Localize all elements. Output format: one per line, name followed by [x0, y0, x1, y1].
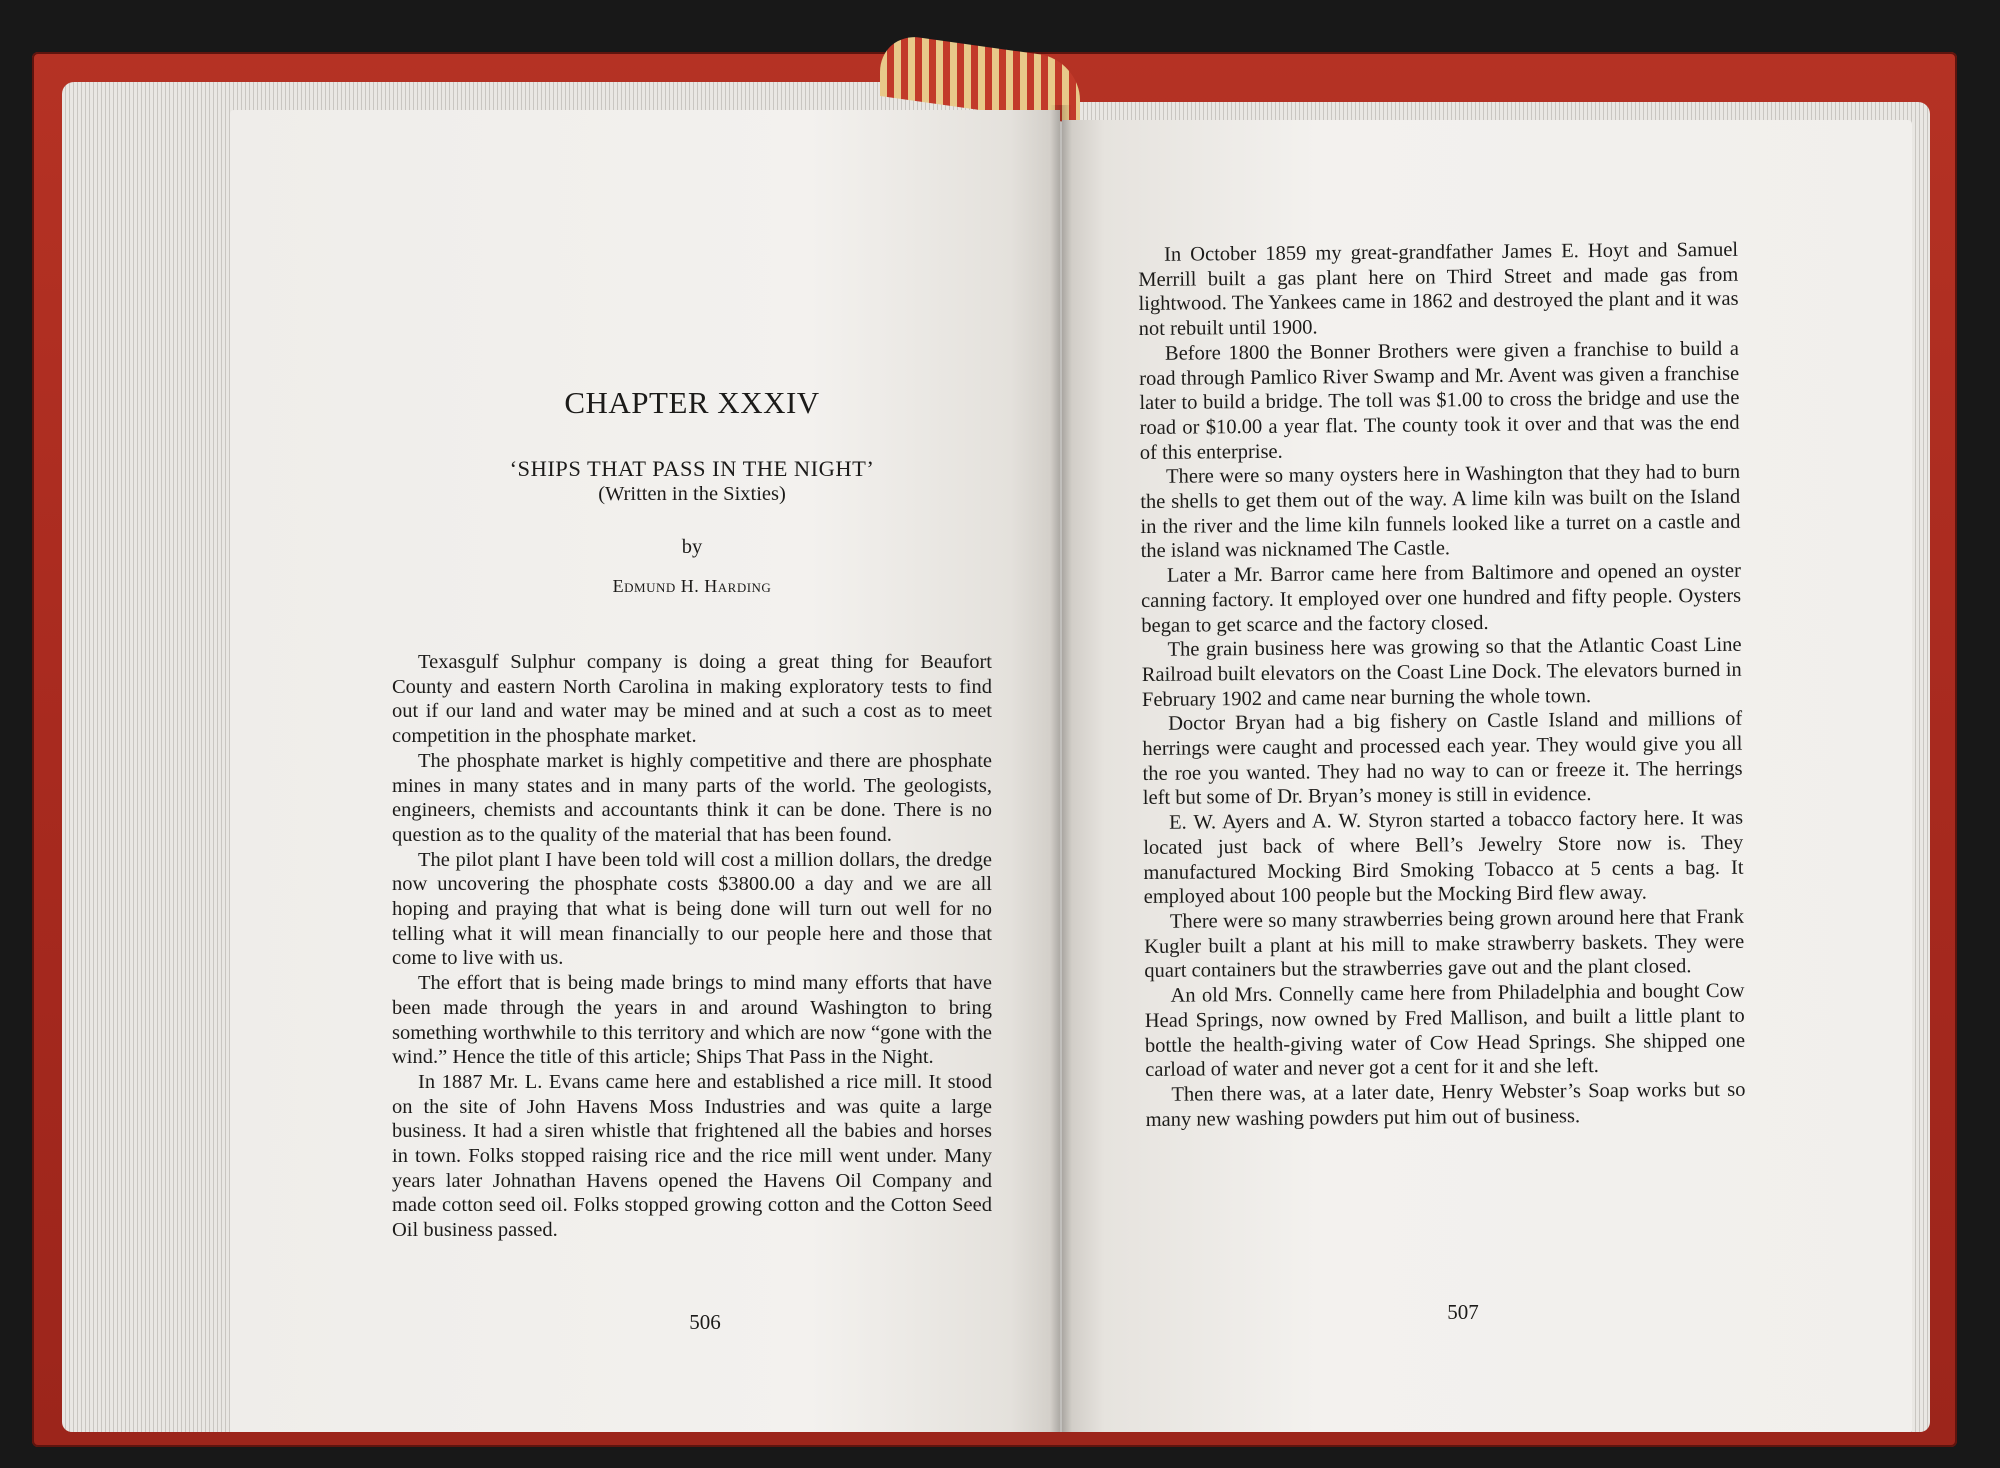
paragraph: The grain business here was growing so that the Atlantic Coast Line Railroad built elevators on the Coast Line Dock. The elevators burned in February 1902 and came near burning the whole town.	[1141, 633, 1742, 711]
paragraph: Doctor Bryan had a big fishery on Castle Island and millions of herrings were caught and processed each year. They would give you all the roe you wanted. They had no way to can or freeze it. The herrings left but some of Dr. Bryan’s money is still in evidence.	[1142, 708, 1743, 810]
article-subtitle: (Written in the Sixties)	[598, 483, 786, 505]
paragraph: In October 1859 my great-grandfather James E. Hoyt and Samuel Merrill built a gas plant here on Third Street and made gas from lightwood. The Yankees came in 1862 and destroyed the plant and it was not rebuilt until 1900.	[1138, 238, 1739, 341]
paragraph: There were so many strawberries being grown around here that Frank Kugler built a plant at his mill to make strawberry baskets. They were quart containers but the strawberries gave out and the plant closed.	[1144, 905, 1745, 983]
paragraph: Then there was, at a later date, Henry Webster’s Soap works but so many new washing powders put him out of business.	[1145, 1078, 1746, 1131]
byline-by: by	[681, 536, 703, 558]
paragraph: There were so many oysters here in Washington that they had to burn the shells to get them out of the way. A lime kiln was built on the Island in the river and the lime kiln funnels looked like a turret on a castle and the island was nicknamed The Castle.	[1140, 461, 1741, 563]
paragraph: Before 1800 the Bonner Brothers were given a franchise to build a road through Pamlico River Swamp and Mr. Avent was given a franchise later to build a bridge. The toll was $1.00 to cross the bridge and use the road or $10.00 a year flat. The county took it over and that was the end of this enterprise.	[1139, 337, 1740, 464]
paragraph: An old Mrs. Connelly came here from Philadelphia and bought Cow Head Springs, now owned by Fred Mallison, and built a little plant to bottle the health-giving water of Cow Head Springs. She shipped one carload of water and never got a cent for it and she left.	[1144, 979, 1746, 1082]
chapter-heading: CHAPTER XXXIV	[564, 385, 820, 420]
page-number-right: 507	[1447, 1300, 1479, 1324]
left-page-body	[392, 650, 992, 1243]
article-title: ‘SHIPS THAT PASS IN THE NIGHT’	[509, 456, 875, 481]
book-gutter	[1050, 105, 1072, 1432]
paragraph: Later a Mr. Barror came here from Baltimore and opened an oyster canning factory. It employed over one hundred and fifty people. Oysters began to get scarce and the factory closed.	[1141, 559, 1742, 637]
paragraph: The pilot plant I have been told will cost a million dollars, the dredge now uncovering the phosphate costs $3800.00 a day and we are all hoping and praying that what is being done will turn out well for no telling what it will mean financially to our people here and those that come to live with us.	[392, 848, 992, 970]
page-number-left: 506	[689, 1310, 721, 1334]
paragraph: In 1887 Mr. L. Evans came here and established a rice mill. It stood on the site of John Havens Moss Industries and was quite a large business. It had a siren whistle that frightened all the babies and horses in town. Folks stopped raising rice and the rice mill went under. Many years later Johnathan Havens opened the Havens Oil Company and made cotton seed oil. Folks stopped growing cotton and the Cotton Seed Oil business passed.	[392, 1070, 992, 1242]
author-name: Edmund H. Harding	[612, 576, 772, 596]
paragraph: Texasgulf Sulphur company is doing a great thing for Beaufort County and eastern North Carolina in making exploratory tests to find out if our land and water may be mined and at such a cost as to meet competition in the phosphate market.	[392, 651, 992, 748]
paragraph: E. W. Ayers and A. W. Styron started a tobacco factory here. It was located just back of where Bell’s Jewelry Store now is. They manufactured Mocking Bird Smoking Tobacco at 5 cents a bag. It employed about 100 people but the Mocking Bird flew away.	[1143, 806, 1744, 909]
right-page-body	[1138, 238, 1746, 1133]
paragraph: The effort that is being made brings to mind many efforts that have been made through the years in and around Washington to bring something worthwhile to this territory and which are now “gone with the wind.” Hence the title of this article; Ships That Pass in the Night.	[392, 972, 992, 1069]
paragraph: The phosphate market is highly competitive and there are phosphate mines in many states and in many parts of the world. The geologists, engineers, chemists and accountants think it can be done. There is no question as to the quality of the material that has been found.	[392, 749, 992, 846]
